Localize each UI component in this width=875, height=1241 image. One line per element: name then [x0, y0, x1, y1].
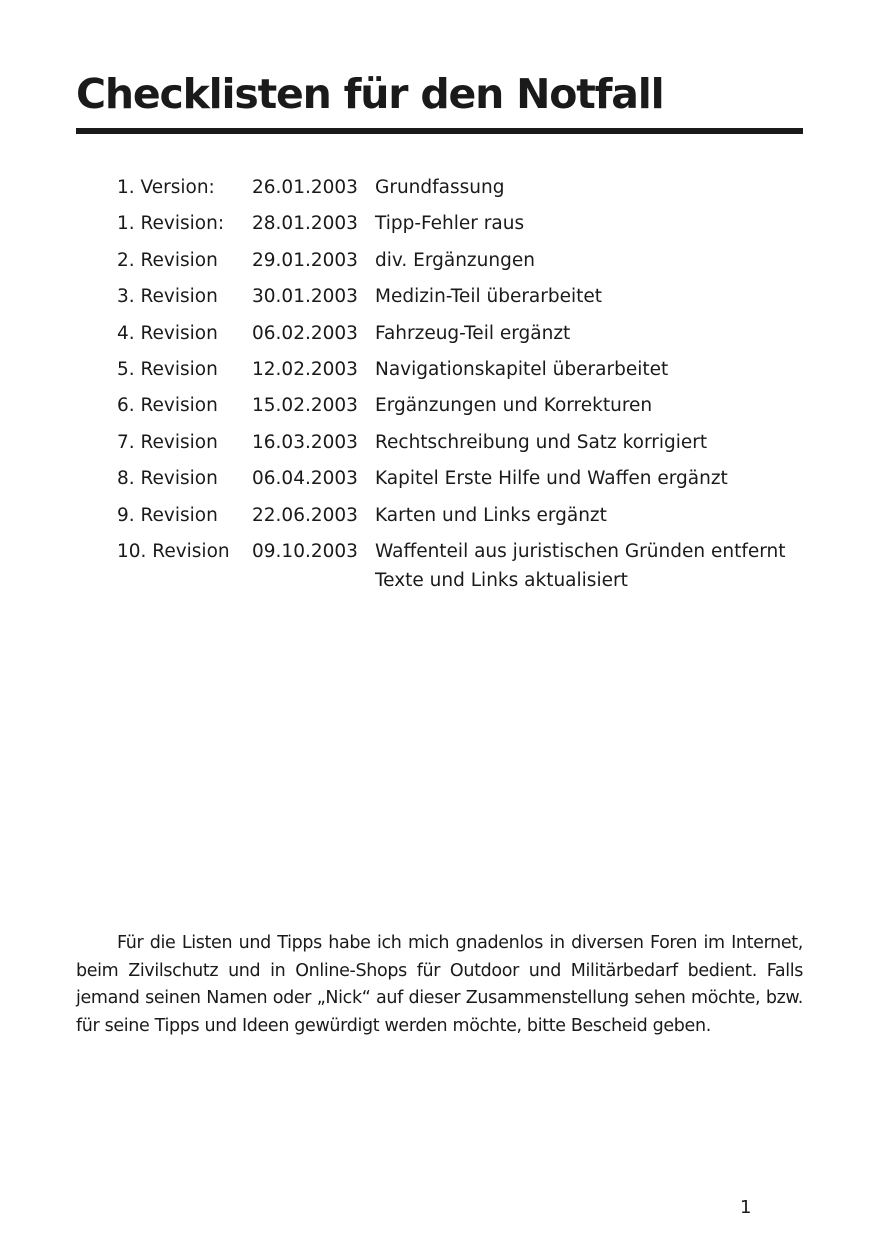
- revision-version: 1. Revision:: [117, 213, 225, 235]
- revision-description-line: Grundfassung: [375, 177, 505, 198]
- revision-description: [375, 282, 805, 318]
- revision-description-line: Karten und Links ergänzt: [375, 504, 607, 526]
- revision-version: 1. Version:: [117, 177, 215, 198]
- revision-row: [117, 282, 805, 318]
- revision-date: 15.02.2003: [252, 395, 358, 417]
- revision-version: 8. Revision: [117, 468, 218, 490]
- revision-version: 9. Revision: [117, 504, 218, 526]
- revision-description-line: Kapitel Erste Hilfe und Waffen ergänzt: [375, 468, 728, 490]
- revision-version: 10. Revision: [117, 540, 230, 562]
- revision-description-line: Rechtschreibung und Satz korrigiert: [375, 431, 708, 453]
- revision-row: [117, 319, 805, 355]
- revision-description-line: Ergänzungen und Korrekturen: [375, 395, 653, 417]
- revision-version: 2. Revision: [117, 249, 218, 271]
- revision-row: [117, 537, 805, 594]
- revision-date: 28.01.2003: [252, 213, 358, 235]
- revision-row: [117, 464, 805, 500]
- revision-row: [117, 173, 805, 209]
- sources-paragraph: Für die Listen und Tipps habe ich mich gnadenlos in diversen Foren im Internet, beim Zivilschutz und in Online-Shops für Outdoor und Militärbedarf bedient. Falls jemand seinen Namen oder „Nick“ auf dieser Zusammenstellung sehen möchte, bzw. für seine Tipps und Ideen gewürdigt werden möchte, bitte Bescheid geben.: [76, 933, 803, 1036]
- revision-description: [375, 246, 805, 282]
- page-title: Checklisten für den Notfall: [76, 70, 664, 118]
- revision-date: 12.02.2003: [252, 358, 358, 380]
- revision-version: 7. Revision: [117, 431, 218, 453]
- revision-date: 26.01.2003: [252, 177, 358, 198]
- revision-description-line: div. Ergänzungen: [375, 249, 535, 271]
- revision-description-line: Waffenteil aus juristischen Gründen entfernt: [375, 540, 786, 562]
- revision-date: 22.06.2003: [252, 504, 358, 526]
- revision-version: 6. Revision: [117, 395, 218, 417]
- revision-row: [117, 501, 805, 537]
- page-number: 1: [740, 1197, 752, 1218]
- title-underline-rule: [76, 128, 803, 134]
- revision-date: 09.10.2003: [252, 540, 358, 562]
- revision-history-table: [117, 173, 805, 594]
- revision-description: [375, 355, 805, 391]
- revision-date: 06.04.2003: [252, 468, 358, 490]
- revision-description-line: Navigationskapitel überarbeitet: [375, 358, 669, 380]
- revision-description-line: Texte und Links aktualisiert: [375, 569, 628, 591]
- revision-version: 5. Revision: [117, 358, 218, 380]
- revision-row: [117, 355, 805, 391]
- revision-description-line: Tipp-Fehler raus: [375, 213, 525, 235]
- revision-date: 16.03.2003: [252, 431, 358, 453]
- revision-version: 4. Revision: [117, 322, 218, 344]
- revision-date: 29.01.2003: [252, 249, 358, 271]
- revision-description: [375, 501, 805, 537]
- revision-description: [375, 391, 805, 427]
- revision-description: [375, 319, 805, 355]
- revision-date: 30.01.2003: [252, 286, 358, 308]
- revision-history-body: [117, 173, 805, 594]
- revision-row: [117, 209, 805, 245]
- revision-description: [375, 464, 805, 500]
- revision-description: [375, 537, 805, 594]
- revision-description: [375, 173, 805, 209]
- revision-description-line: Fahrzeug-Teil ergänzt: [375, 322, 571, 344]
- revision-description-line: Medizin-Teil überarbeitet: [375, 286, 603, 308]
- revision-row: [117, 391, 805, 427]
- revision-description: [375, 209, 805, 245]
- revision-row: [117, 428, 805, 464]
- revision-version: 3. Revision: [117, 286, 218, 308]
- revision-row: [117, 246, 805, 282]
- revision-description: [375, 428, 805, 464]
- revision-date: 06.02.2003: [252, 322, 358, 344]
